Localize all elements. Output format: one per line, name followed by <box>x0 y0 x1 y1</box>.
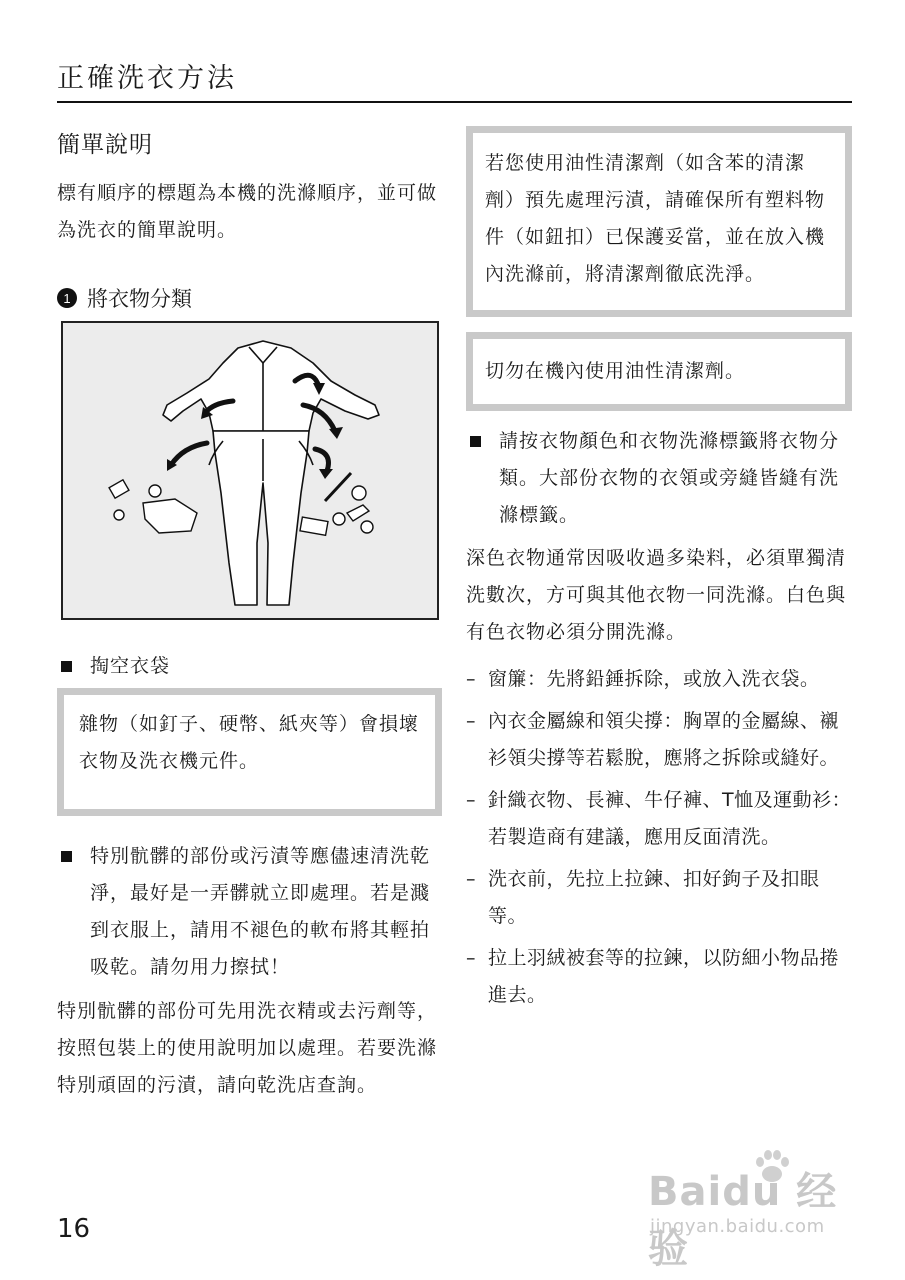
warning-box-debris <box>57 688 442 816</box>
dash-icon: – <box>466 668 476 690</box>
watermark-url: jingyan.baidu.com <box>650 1216 825 1237</box>
list-item <box>466 940 852 1014</box>
page-title: 正確洗衣方法 <box>57 63 237 94</box>
bullet-square-icon <box>61 851 72 862</box>
info-box-solvent <box>466 126 852 317</box>
title-divider <box>57 101 852 103</box>
bullet-sort-clothes <box>470 423 848 534</box>
stain-treatment-paragraph: 特別骯髒的部份可先用洗衣精或去污劑等，按照包裝上的使用說明加以處理。若要洗滌特別頑固的污漬，請向乾洗店查詢。 <box>57 1000 438 1096</box>
dash-icon: – <box>466 947 476 969</box>
step-heading <box>57 283 192 313</box>
info-box-text: 若您使用油性清潔劑（如含苯的清潔劑）預先處理污漬，請確保所有塑料物件（如鈕扣）已保護妥當，並在放入機內洗滌前，將清潔劑徹底洗淨。 <box>485 152 826 285</box>
list-item <box>466 703 852 777</box>
intro-paragraph: 標有順序的標題為本機的洗滌順序，並可做為洗衣的簡單說明。 <box>57 182 438 241</box>
bullet-text: 特別骯髒的部份或污漬等應儘速清洗乾淨，最好是一弄髒就立即處理。若是濺到衣服上，請用不褪色的軟布將其輕拍吸乾。請勿用力擦拭！ <box>90 845 431 978</box>
warning-box-text: 切勿在機內使用油性清潔劑。 <box>485 360 746 382</box>
list-item <box>466 661 852 698</box>
bullet-stains <box>61 838 441 986</box>
watermark-logo-text: Baidu 经验 <box>648 1169 838 1272</box>
dash-icon: – <box>466 868 476 890</box>
bullet-square-icon <box>61 661 72 672</box>
list-item-text: 針織衣物、長褲、牛仔褲、T恤及運動衫：若製造商有建議，應用反面清洗。 <box>488 789 852 848</box>
list-item-text: 窗簾：先將鉛錘拆除，或放入洗衣袋。 <box>488 668 820 690</box>
warning-box-text: 雜物（如釘子、硬幣、紙夾等）會損壞衣物及洗衣機元件。 <box>79 713 420 772</box>
clothing-illustration-icon <box>63 323 437 618</box>
bullet-text: 請按衣物顏色和衣物洗滌標籤將衣物分類。大部份衣物的衣領或旁縫皆縫有洗滌標籤。 <box>499 430 840 526</box>
baidu-watermark <box>640 1150 855 1272</box>
list-item-text: 內衣金屬線和領尖撐：胸罩的金屬線、襯衫領尖撐等若鬆脫，應將之拆除或縫好。 <box>488 710 840 769</box>
bullet-text: 掏空衣袋 <box>90 655 171 677</box>
laundry-sorting-illustration <box>61 321 439 620</box>
dash-icon: – <box>466 789 476 811</box>
step-label: 將衣物分類 <box>87 287 192 311</box>
bullet-square-icon <box>470 436 481 447</box>
section-title: 簡單說明 <box>57 132 153 158</box>
step-number-badge: 1 <box>57 288 77 308</box>
list-item <box>466 782 852 856</box>
dash-icon: – <box>466 710 476 732</box>
page-number: 16 <box>57 1214 91 1244</box>
warning-box-solvent <box>466 332 852 411</box>
preparation-list <box>466 661 852 1019</box>
list-item <box>466 861 852 935</box>
list-item-text: 拉上羽絨被套等的拉鍊，以防細小物品捲進去。 <box>488 947 840 1006</box>
list-item-text: 洗衣前，先拉上拉鍊、扣好鉤子及扣眼等。 <box>488 868 820 927</box>
dark-clothes-paragraph: 深色衣物通常因吸收過多染料，必須單獨清洗數次，方可與其他衣物一同洗滌。白色與有色衣物必須分開洗滌。 <box>466 547 847 643</box>
bullet-empty-pockets <box>61 648 441 685</box>
